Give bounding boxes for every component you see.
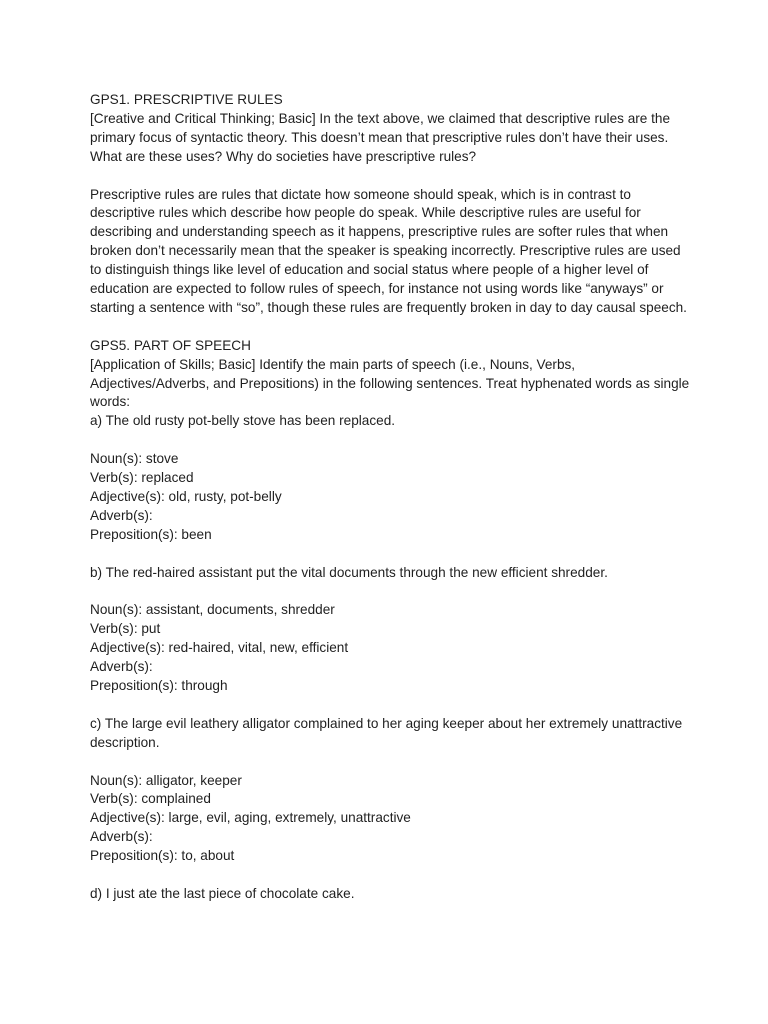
spacer bbox=[90, 753, 690, 772]
adjectives-c: Adjective(s): large, evil, aging, extremely, unattractive bbox=[90, 810, 411, 826]
sentence-d: d) I just ate the last piece of chocolate cake. bbox=[90, 885, 355, 901]
adjectives-b: Adjective(s): red-haired, vital, new, efficient bbox=[90, 640, 349, 656]
verbs-c: Verb(s): complained bbox=[90, 791, 211, 807]
gps1-answer: Prescriptive rules are rules that dictate how someone should speak, which is in contrast to descriptive rules which describe how people do speak. While descriptive rules are useful for describing and understanding speech as it happens, prescriptive rules are softer rules that when broken don’t necessarily mean that the speaker is speaking incorrectly. Prescriptive rules are used to distinguish things like level of education and social status where people of a higher level of education are expected to follow rules of speech, for instance not using words like “anyways” or starting a sentence with “so”, though these rules are frequently broken in day to day causal speech. bbox=[90, 186, 687, 315]
document-page bbox=[90, 91, 690, 904]
prepositions-a: Preposition(s): been bbox=[90, 526, 212, 542]
spacer bbox=[90, 545, 690, 564]
spacer bbox=[90, 583, 690, 602]
spacer bbox=[90, 431, 690, 450]
adjectives-a: Adjective(s): old, rusty, pot-belly bbox=[90, 488, 282, 504]
adverbs-c: Adverb(s): bbox=[90, 829, 153, 845]
spacer bbox=[90, 696, 690, 715]
prepositions-c: Preposition(s): to, about bbox=[90, 848, 235, 864]
spacer bbox=[90, 318, 690, 337]
nouns-a: Noun(s): stove bbox=[90, 451, 179, 467]
nouns-c: Noun(s): alligator, keeper bbox=[90, 772, 242, 788]
verbs-b: Verb(s): put bbox=[90, 621, 161, 637]
gps5-question: [Application of Skills; Basic] Identify the main parts of speech (i.e., Nouns, Verbs, Adjectives/Adverbs, and Prepositions) in the following sentences. Treat hyphenated words as single words: bbox=[90, 356, 690, 410]
sentence-a: a) The old rusty pot-belly stove has been replaced. bbox=[90, 413, 396, 429]
spacer bbox=[90, 167, 690, 186]
nouns-b: Noun(s): assistant, documents, shredder bbox=[90, 602, 335, 618]
gps5-title: GPS5. PART OF SPEECH bbox=[90, 337, 251, 353]
sentence-b: b) The red-haired assistant put the vital documents through the new efficient shredder. bbox=[90, 564, 608, 580]
gps1-question: [Creative and Critical Thinking; Basic] In the text above, we claimed that descriptive rules are the primary focus of syntactic theory. This doesn’t mean that prescriptive rules don’t have their uses. What are these uses? Why do societies have prescriptive rules? bbox=[90, 110, 671, 164]
prepositions-b: Preposition(s): through bbox=[90, 678, 228, 694]
gps1-title: GPS1. PRESCRIPTIVE RULES bbox=[90, 92, 283, 107]
adverbs-b: Adverb(s): bbox=[90, 659, 153, 675]
verbs-a: Verb(s): replaced bbox=[90, 470, 194, 486]
spacer bbox=[90, 866, 690, 885]
sentence-c: c) The large evil leathery alligator complained to her aging keeper about her extremely unattractive description. bbox=[90, 715, 683, 750]
adverbs-a: Adverb(s): bbox=[90, 507, 153, 523]
